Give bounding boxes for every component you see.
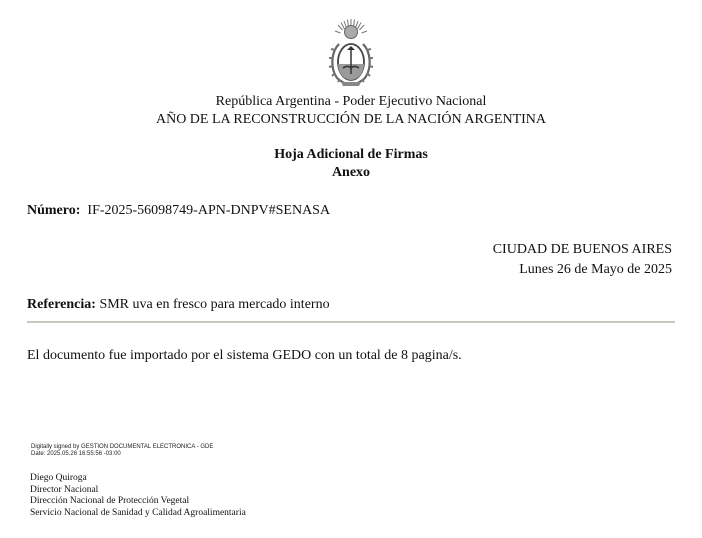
document-city: CIUDAD DE BUENOS AIRES [492,242,672,257]
numero-label: Número: [27,203,81,218]
document-body: El documento fue importado por el sistema GEDO con un total de 8 pagina/s. [27,348,462,363]
signer-title: Director Nacional [30,484,99,495]
header-government-line: República Argentina - Poder Ejecutivo Nacional [215,94,487,109]
referencia-label: Referencia: [27,297,96,312]
divider [27,321,675,323]
document-subtitle: Anexo [331,165,371,180]
header-year-motto: AÑO DE LA RECONSTRUCCIÓN DE LA NACIÓN ARGENTINA [155,112,547,127]
argentina-coat-of-arms-icon [325,16,377,92]
referencia-value: SMR uva en fresco para mercado interno [99,297,330,312]
document-date: Lunes 26 de Mayo de 2025 [519,262,672,277]
digital-signature-stamp [31,444,213,458]
document-title: Hoja Adicional de Firmas [274,147,428,162]
signer-department: Dirección Nacional de Protección Vegetal [30,496,190,506]
document-number [27,203,330,219]
signer-name: Diego Quiroga [30,473,87,483]
document-reference [27,297,330,313]
signer-block [30,473,246,519]
digital-signature-line: Digitally signed by GESTION DOCUMENTAL ELECTRONICA - GDE [31,444,214,450]
signer-agency: Servicio Nacional de Sanidad y Calidad Agroalimentaria [30,507,246,518]
digital-signature-date: Date: 2025.05.26 16:55:56 -03:00 [31,451,121,457]
numero-value: IF-2025-56098749-APN-DNPV#SENASA [87,203,331,218]
